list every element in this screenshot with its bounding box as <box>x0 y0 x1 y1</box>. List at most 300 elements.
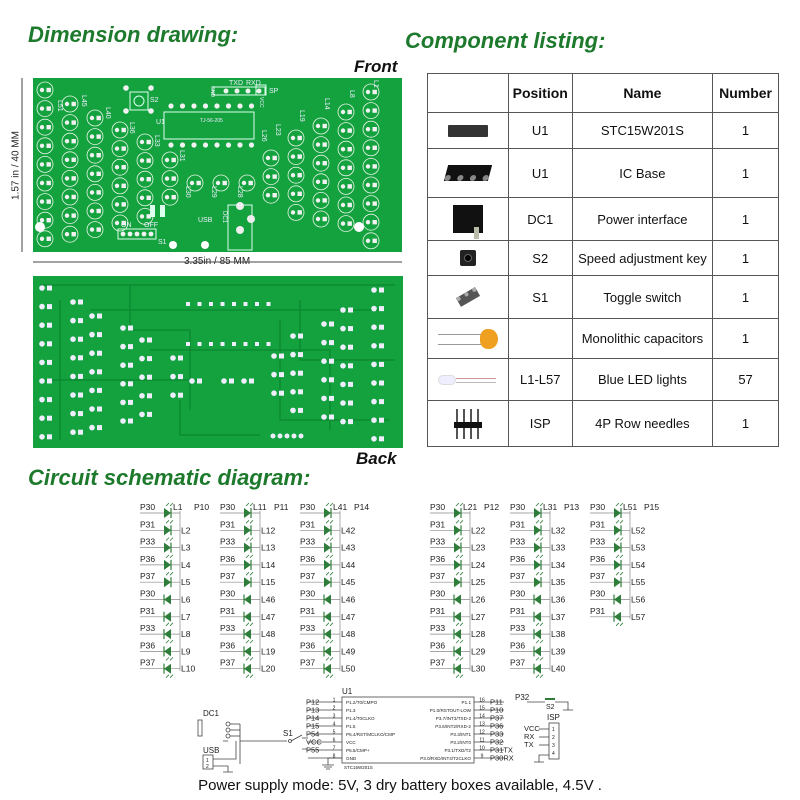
pcb-back <box>33 276 403 448</box>
front-label: Front <box>354 57 398 76</box>
mcu-right-pin-name: P3.1/TXD/T2 <box>444 747 471 753</box>
mcu-right-pin-name: P3.0/RXD/INT4/T2CLKO <box>420 755 471 761</box>
led-symbol <box>454 577 461 587</box>
led-label: L33 <box>551 542 566 553</box>
led-symbol <box>534 629 541 639</box>
mcu-left-net: P54 <box>306 729 320 739</box>
led-group <box>430 502 499 678</box>
led-label: L4 <box>181 559 191 570</box>
mcu-left-pin-name: P5.4/RST/MCLKO/CMP <box>346 731 396 737</box>
pin-label: P36 <box>430 553 446 564</box>
mcu-right-net: P11 <box>490 697 503 707</box>
led-label: L1 <box>173 502 183 512</box>
led-symbol <box>164 612 171 622</box>
mcu-right-net: P36 <box>490 721 504 731</box>
pin-label: P36 <box>140 553 156 564</box>
mcu-part-label: STC15W201S <box>344 765 373 770</box>
pin-label: P37 <box>220 571 236 582</box>
led-label: L53 <box>631 542 646 553</box>
led-label: L54 <box>631 559 646 570</box>
mcu-right-net: P32 <box>490 737 504 747</box>
pcb-label-usb: USB <box>198 217 213 224</box>
pin-label: P31 <box>300 605 316 616</box>
pin-label: P30 <box>300 588 316 599</box>
pin-label: P33 <box>510 536 526 547</box>
cell-name: Speed adjustment key <box>572 241 712 276</box>
pin-label: P36 <box>220 640 236 651</box>
cell-position: U1 <box>508 113 572 149</box>
column-header: Name <box>572 74 712 113</box>
led-symbol <box>614 543 621 553</box>
usb-pin-2: 2 <box>206 764 209 770</box>
mcu-ref-label: U1 <box>342 687 353 696</box>
mcu-left-pin-num: 5 <box>332 729 336 736</box>
led-symbol <box>614 595 621 605</box>
cell-name: Toggle switch <box>572 276 712 319</box>
led-symbol <box>324 595 331 605</box>
cell-position: U1 <box>508 149 572 198</box>
p32-label: P32 <box>515 693 530 702</box>
s2-label: S2 <box>546 704 555 711</box>
led-label: L35 <box>551 577 566 588</box>
pin-label: P37 <box>300 571 316 582</box>
dc1-label: DC1 <box>203 709 220 718</box>
component-image-cell <box>428 241 509 276</box>
mcu-right-pin-num: 15 <box>479 705 485 712</box>
led-group <box>590 502 659 626</box>
pcb-label-l26: L26 <box>260 130 267 142</box>
mcu-left-net: P14 <box>306 713 320 723</box>
pcb-label-l40: L40 <box>104 107 111 119</box>
pin-label: P37 <box>140 571 156 582</box>
led-symbol <box>164 508 171 518</box>
pin-label: P31 <box>140 519 156 530</box>
led-symbol <box>324 560 331 570</box>
pin-label: P37 <box>510 571 526 582</box>
mcu-right-pin-name: P1.1 <box>461 699 471 705</box>
pin-label: P33 <box>590 536 606 547</box>
component-image-cell <box>428 149 509 198</box>
led-symbol <box>324 664 331 674</box>
mcu-schematic <box>198 687 573 772</box>
ic-chip-icon <box>428 125 508 137</box>
pin-label: P30 <box>430 588 446 599</box>
component-image-cell <box>428 319 509 359</box>
led-label: L15 <box>261 577 276 588</box>
mcu-right-pin-name: P3.2/INT0 <box>450 739 471 745</box>
led-symbol <box>244 508 251 518</box>
led-label: L23 <box>471 542 486 553</box>
led-label: L9 <box>181 646 191 657</box>
mcu-right-pin-num: 16 <box>479 697 485 704</box>
pin-label: P36 <box>300 553 316 564</box>
led-symbol <box>164 543 171 553</box>
mcu-left-pin-num: 2 <box>332 705 336 712</box>
pcb-label-dc1: DC1 <box>221 211 227 224</box>
mcu-left-pin-num: 6 <box>332 737 336 744</box>
led-symbol <box>454 646 461 656</box>
led-icon <box>428 375 508 385</box>
led-symbol <box>454 612 461 622</box>
mcu-right-pin-num: 10 <box>479 745 485 752</box>
led-symbol <box>614 577 621 587</box>
cell-position: S1 <box>508 276 572 319</box>
ic-socket-icon <box>428 165 508 181</box>
cell-name: Monolithic capacitors <box>572 319 712 359</box>
led-symbol <box>614 612 621 622</box>
led-symbol <box>534 525 541 535</box>
pcb-label-on: ON <box>121 222 132 229</box>
mcu-left-net: P55 <box>306 745 320 755</box>
led-symbol <box>454 543 461 553</box>
led-label: L34 <box>551 559 566 570</box>
led-label: L39 <box>551 646 566 657</box>
mcu-left-net: VCC <box>306 737 322 747</box>
cell-position: S2 <box>508 241 572 276</box>
cell-number: 1 <box>713 241 779 276</box>
mcu-right-net: P10 <box>490 705 504 715</box>
mcu-left-pin-name: P1.2/T0/CMPO <box>346 699 378 705</box>
led-symbol <box>324 543 331 553</box>
component-table <box>427 73 779 447</box>
mcu-right-pin-name: P3.6/INT2/RXD-2 <box>435 723 471 729</box>
led-symbol <box>164 525 171 535</box>
led-symbol <box>454 525 461 535</box>
led-label: L31 <box>543 502 558 512</box>
led-label: L41 <box>333 502 348 512</box>
led-symbol <box>244 612 251 622</box>
pin-label: P31 <box>220 605 236 616</box>
cell-number: 57 <box>713 359 779 401</box>
isp-pin-num: 3 <box>552 743 555 749</box>
mcu-left-pin-num: 1 <box>332 697 336 704</box>
led-symbol <box>244 595 251 605</box>
mcu-left-pin-name: P1.4/T0CLKO <box>346 715 375 721</box>
led-symbol <box>244 629 251 639</box>
led-symbol <box>164 646 171 656</box>
led-label: L57 <box>631 611 646 622</box>
pcb-label-l29: L29 <box>210 186 217 198</box>
led-label: L52 <box>631 525 646 536</box>
led-symbol <box>534 577 541 587</box>
led-label: L24 <box>471 559 486 570</box>
led-symbol <box>324 646 331 656</box>
isp-pin-num: 4 <box>552 751 555 757</box>
back-label: Back <box>356 449 397 468</box>
table-row <box>428 359 779 401</box>
led-symbol <box>244 664 251 674</box>
led-symbol <box>164 560 171 570</box>
cell-number: 1 <box>713 198 779 241</box>
bus-label: P10 <box>194 502 210 512</box>
led-symbol <box>244 543 251 553</box>
led-symbol <box>454 508 461 518</box>
led-group <box>140 502 209 678</box>
mcu-right-pin-num: 11 <box>479 737 485 744</box>
mcu-left-pin-name: P1.3 <box>346 707 356 713</box>
mcu-right-pin-num: 13 <box>479 721 485 728</box>
mcu-left-net: P13 <box>306 705 320 715</box>
component-image-cell <box>428 198 509 241</box>
pin-label: P33 <box>510 623 526 634</box>
isp-net-label: VCC <box>524 724 540 733</box>
led-symbol <box>614 560 621 570</box>
led-symbol <box>244 646 251 656</box>
cell-name: IC Base <box>572 149 712 198</box>
table-row <box>428 149 779 198</box>
mcu-left-pin-name: GND <box>346 755 357 761</box>
mcu-left-pin-name: VCC <box>346 739 356 745</box>
cell-number: 1 <box>713 113 779 149</box>
led-symbol <box>244 525 251 535</box>
led-label: L5 <box>181 577 191 588</box>
led-symbol <box>324 629 331 639</box>
pin-label: P31 <box>510 519 526 530</box>
led-label: L47 <box>261 611 276 622</box>
pin-header-icon <box>428 409 508 439</box>
led-label: L40 <box>551 663 566 674</box>
led-label: L26 <box>471 594 486 605</box>
led-group <box>300 502 369 678</box>
column-header: Position <box>508 74 572 113</box>
pin-label: P30 <box>300 502 316 512</box>
pcb-label-gnd: GND <box>209 86 215 98</box>
mcu-right-pin-name: P3.7/INT3/TXD-2 <box>435 715 471 721</box>
pin-label: P33 <box>220 536 236 547</box>
led-label: L56 <box>631 594 646 605</box>
led-symbol <box>324 612 331 622</box>
pin-label: P33 <box>140 623 156 634</box>
width-dimension: 3.35in / 85 MM <box>180 256 254 267</box>
pcb-label-chip: TJ-56-205 <box>200 118 223 124</box>
led-label: L19 <box>261 646 276 657</box>
column-header: Number <box>713 74 779 113</box>
led-label: L36 <box>551 594 566 605</box>
led-symbol <box>244 577 251 587</box>
led-label: L49 <box>341 646 356 657</box>
led-symbol <box>324 525 331 535</box>
cell-number: 1 <box>713 276 779 319</box>
pcb-label-l19: L19 <box>298 110 305 122</box>
cell-name: Blue LED lights <box>572 359 712 401</box>
pin-label: P31 <box>220 519 236 530</box>
pin-label: P30 <box>220 502 236 512</box>
pin-label: P37 <box>510 657 526 668</box>
isp-pin-num: 1 <box>552 727 555 733</box>
led-label: L7 <box>181 611 191 622</box>
pin-label: P37 <box>430 657 446 668</box>
led-label: L29 <box>471 646 486 657</box>
led-label: L25 <box>471 577 486 588</box>
pcb-label-l45: L45 <box>80 95 87 107</box>
led-label: L11 <box>253 502 267 512</box>
pcb-label-l8: L8 <box>348 90 355 98</box>
table-row <box>428 113 779 149</box>
pcb-label-vcc: VCC <box>258 97 264 108</box>
table-row <box>428 198 779 241</box>
mcu-left-pin-num: 4 <box>332 721 336 728</box>
led-symbol <box>534 508 541 518</box>
led-symbol <box>534 664 541 674</box>
led-label: L48 <box>261 629 276 640</box>
cell-position <box>508 319 572 359</box>
led-label: L22 <box>471 525 486 536</box>
pin-label: P33 <box>220 623 236 634</box>
led-label: L14 <box>261 559 276 570</box>
bus-label: P13 <box>564 502 580 512</box>
led-symbol <box>454 595 461 605</box>
table-row <box>428 241 779 276</box>
toggle-switch-icon <box>428 292 508 302</box>
pcb-label-l36: L36 <box>128 122 135 134</box>
component-listing-heading: Component listing: <box>405 28 606 53</box>
led-symbol <box>534 543 541 553</box>
bus-label: P11 <box>274 502 289 512</box>
bus-label: P12 <box>484 502 500 512</box>
pin-label: P31 <box>140 605 156 616</box>
led-label: L50 <box>341 663 356 674</box>
pin-label: P37 <box>220 657 236 668</box>
cell-position: L1-L57 <box>508 359 572 401</box>
led-group <box>220 502 289 678</box>
mcu-right-net: P31TX <box>490 745 513 755</box>
mcu-left-pin-num: 7 <box>332 745 336 752</box>
mcu-right-pin-num: 12 <box>479 729 485 736</box>
mcu-right-pin-name: P3.3/INT1 <box>450 731 471 737</box>
pcb-label-s2: S2 <box>150 97 159 104</box>
cell-number: 1 <box>713 319 779 359</box>
led-symbol <box>454 664 461 674</box>
led-label: L6 <box>181 594 191 605</box>
pin-label: P33 <box>300 536 316 547</box>
led-label: L46 <box>261 594 276 605</box>
cell-position: DC1 <box>508 198 572 241</box>
pcb-label-l23: L23 <box>274 124 281 136</box>
pin-label: P37 <box>300 657 316 668</box>
table-row <box>428 319 779 359</box>
pcb-label-txd: TXD <box>229 80 243 87</box>
mcu-right-net: P37 <box>490 713 504 723</box>
mcu-left-pin-name: P1.5 <box>346 723 356 729</box>
pin-label: P36 <box>510 640 526 651</box>
led-label: L28 <box>471 629 486 640</box>
schematic-heading: Circuit schematic diagram: <box>28 465 311 490</box>
pin-label: P37 <box>430 571 446 582</box>
usb-label: USB <box>203 746 220 755</box>
led-label: L32 <box>551 525 566 536</box>
led-label: L2 <box>181 525 191 536</box>
led-symbol <box>324 508 331 518</box>
power-supply-note: Power supply mode: 5V, 3 dry battery boxes available, 4.5V . <box>198 777 602 794</box>
pin-label: P33 <box>300 623 316 634</box>
component-image-cell <box>428 113 509 149</box>
led-label: L37 <box>551 611 566 622</box>
s1-label: S1 <box>283 729 293 738</box>
capacitor-icon <box>428 329 508 349</box>
led-symbol <box>534 560 541 570</box>
led-label: L44 <box>341 559 356 570</box>
led-symbol <box>614 525 621 535</box>
led-label: L21 <box>463 502 478 512</box>
led-symbol <box>534 595 541 605</box>
pin-label: P36 <box>300 640 316 651</box>
mcu-left-net: P12 <box>306 697 320 707</box>
isp-label: ISP <box>547 713 560 722</box>
column-header <box>428 74 509 113</box>
led-symbol <box>324 577 331 587</box>
mcu-left-pin-num: 8 <box>332 753 336 760</box>
pcb-label-l33: L33 <box>153 135 160 147</box>
isp-net-label: RX <box>524 732 535 741</box>
led-label: L45 <box>341 577 356 588</box>
component-image-cell <box>428 276 509 319</box>
pcb-label-l30: L30 <box>184 186 191 198</box>
component-image-cell <box>428 359 509 401</box>
pin-label: P31 <box>510 605 526 616</box>
pin-label: P37 <box>140 657 156 668</box>
led-label: L30 <box>471 663 486 674</box>
led-label: L8 <box>181 629 191 640</box>
pin-label: P30 <box>140 502 156 512</box>
led-matrix-schematic <box>140 502 659 678</box>
led-label: L48 <box>341 629 356 640</box>
led-symbol <box>534 646 541 656</box>
pcb-label-l51: L51 <box>56 100 63 112</box>
push-button-icon <box>428 250 508 266</box>
pin-label: P36 <box>510 553 526 564</box>
pcb-label-rxd: RXD <box>246 80 261 87</box>
mcu-right-pin-num: 9 <box>480 753 484 760</box>
led-symbol <box>244 560 251 570</box>
cell-number: 1 <box>713 401 779 447</box>
pcb-label-l1: L1 <box>372 80 379 88</box>
pin-label: P31 <box>590 605 606 616</box>
pcb-label-off: OFF <box>144 222 158 229</box>
pin-label: P31 <box>430 605 446 616</box>
pin-label: P33 <box>430 536 446 547</box>
pin-label: P31 <box>300 519 316 530</box>
pcb-front <box>33 78 402 252</box>
table-row <box>428 276 779 319</box>
mcu-right-pin-num: 14 <box>479 713 485 720</box>
led-label: L55 <box>631 577 646 588</box>
led-label: L47 <box>341 611 356 622</box>
led-symbol <box>164 629 171 639</box>
led-symbol <box>534 612 541 622</box>
component-image-cell <box>428 401 509 447</box>
led-symbol <box>454 560 461 570</box>
led-label: L12 <box>261 525 276 536</box>
pcb-label-l14: L14 <box>323 98 330 110</box>
led-label: L46 <box>341 594 356 605</box>
led-label: L38 <box>551 629 566 640</box>
pin-label: P30 <box>220 588 236 599</box>
led-label: L3 <box>181 542 191 553</box>
table-header-row <box>428 74 779 113</box>
led-label: L10 <box>181 663 196 674</box>
pin-label: P36 <box>590 553 606 564</box>
led-symbol <box>164 664 171 674</box>
table-row <box>428 401 779 447</box>
pin-label: P30 <box>510 502 526 512</box>
cell-name: Power interface <box>572 198 712 241</box>
dimension-drawing-heading: Dimension drawing: <box>28 22 239 47</box>
cell-number: 1 <box>713 149 779 198</box>
pcb-label-u1: U1 <box>156 119 165 126</box>
pin-label: P31 <box>430 519 446 530</box>
mcu-right-pin-name: P1.0/RSTOUT-LOW <box>429 707 471 713</box>
mcu-right-net: P30RX <box>490 753 514 763</box>
